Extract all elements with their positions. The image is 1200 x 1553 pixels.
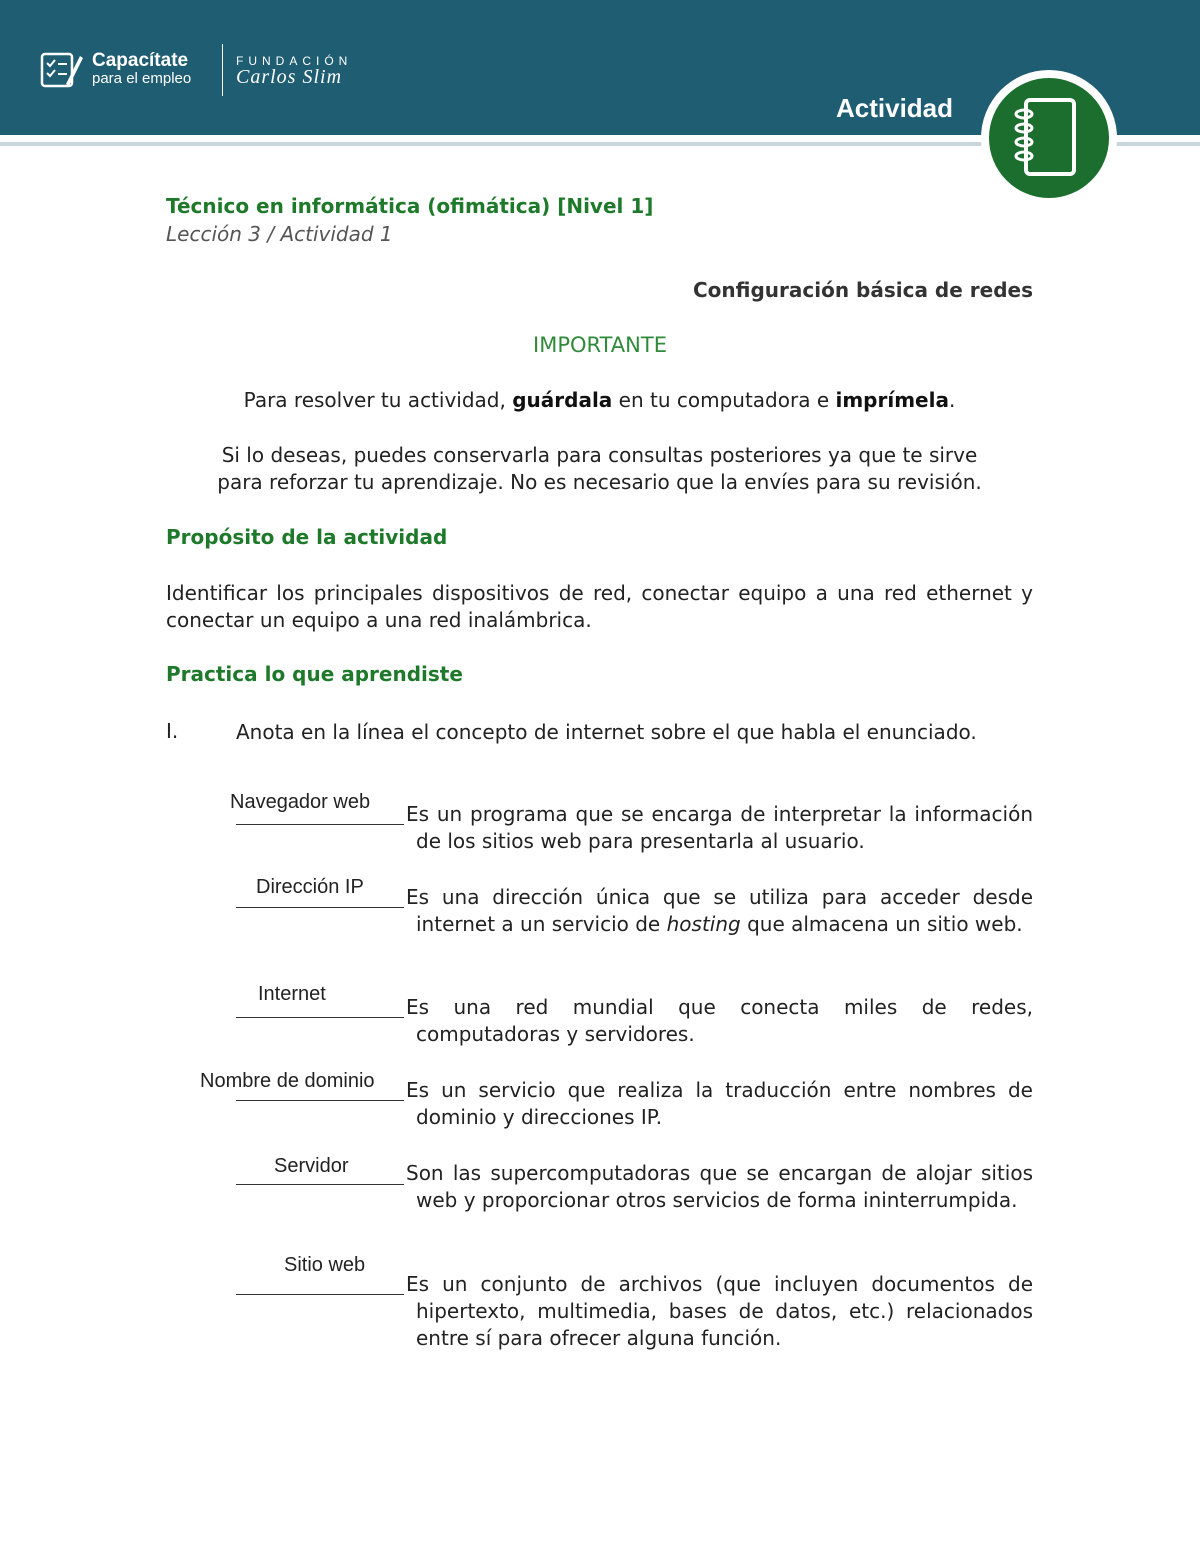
instruction-text: . (948, 388, 956, 412)
question-number: I. (166, 719, 179, 743)
notebook-badge-icon (978, 70, 1120, 212)
fundacion-text: FUNDACIÓN (236, 54, 353, 68)
header-title: Actividad (836, 93, 954, 123)
important-note (166, 442, 1033, 496)
lesson-label: Lección 3 / Actividad 1 (166, 222, 393, 246)
definition-part: Es una dirección única que se utiliza para acceder desde internet a un servicio de (406, 885, 1033, 936)
purpose-text: Identificar los principales dispositivos de red, conectar equipo a una red ethernet y conectar un equipo a una red inalámbrica. (166, 581, 1033, 632)
answer-direccion-ip: Dirección IP (256, 876, 364, 898)
capacitate-logo (40, 44, 380, 100)
signature-logo: Carlos Slim (236, 66, 343, 88)
definition-text: Es una red mundial que conecta miles de redes, computadoras y servidores. (406, 995, 1033, 1046)
definition-text: Es un conjunto de archivos (que incluyen documentos de hipertexto, multimedia, bases de datos, etc.) relacionados entre sí para ofrecer alguna función. (406, 1272, 1033, 1350)
answer-line[interactable] (236, 1017, 404, 1018)
answer-internet: Internet (258, 983, 326, 1005)
logo-main-text: Capacítate (92, 50, 189, 71)
purpose-heading: Propósito de la actividad (166, 525, 448, 549)
answer-line[interactable] (236, 1184, 404, 1185)
answer-line[interactable] (236, 1100, 404, 1101)
note-line: Si lo deseas, puedes conservarla para consultas posteriores ya que te sirve (221, 443, 978, 467)
answer-sitio-web: Sitio web (284, 1254, 366, 1276)
question-text: Anota en la línea el concepto de internet sobre el que habla el enunciado. (236, 720, 977, 744)
definition-part: que almacena un sitio web. (740, 912, 1023, 936)
answer-line[interactable] (236, 907, 404, 908)
instruction-bold-save: guárdala (512, 388, 613, 412)
important-instruction (166, 387, 1033, 414)
document-title: Configuración básica de redes (693, 278, 1033, 302)
definition-text: Es un programa que se encarga de interpretar la información de los sitios web para presentarla al usuario. (406, 802, 1033, 853)
logo-sub-text: para el empleo (92, 70, 192, 87)
important-heading: IMPORTANTE (533, 333, 667, 357)
definition-text: Son las supercomputadoras que se encargan de alojar sitios web y proporcionar otros servicios de forma ininterrumpida. (406, 1161, 1033, 1212)
course-title: Técnico en informática (ofimática) [Nivel 1] (166, 194, 654, 218)
answer-servidor: Servidor (274, 1155, 349, 1177)
answer-line[interactable] (236, 824, 404, 825)
checklist-pen-icon (40, 50, 84, 90)
definition-emphasis: hosting (666, 912, 741, 936)
logo-divider (222, 44, 223, 96)
definition-text (406, 884, 1033, 938)
answer-navegador-web: Navegador web (230, 791, 371, 813)
definition-text: Es un servicio que realiza la traducción entre nombres de dominio y direcciones IP. (406, 1078, 1033, 1129)
note-line: para reforzar tu aprendizaje. No es necesario que la envíes para su revisión. (217, 470, 982, 494)
answer-nombre-de-dominio: Nombre de dominio (200, 1070, 375, 1092)
practice-heading: Practica lo que aprendiste (166, 662, 463, 686)
answer-line[interactable] (236, 1294, 404, 1295)
instruction-bold-print: imprímela (835, 388, 949, 412)
instruction-text: Para resolver tu actividad, (243, 388, 513, 412)
instruction-text: en tu computadora e (612, 388, 836, 412)
